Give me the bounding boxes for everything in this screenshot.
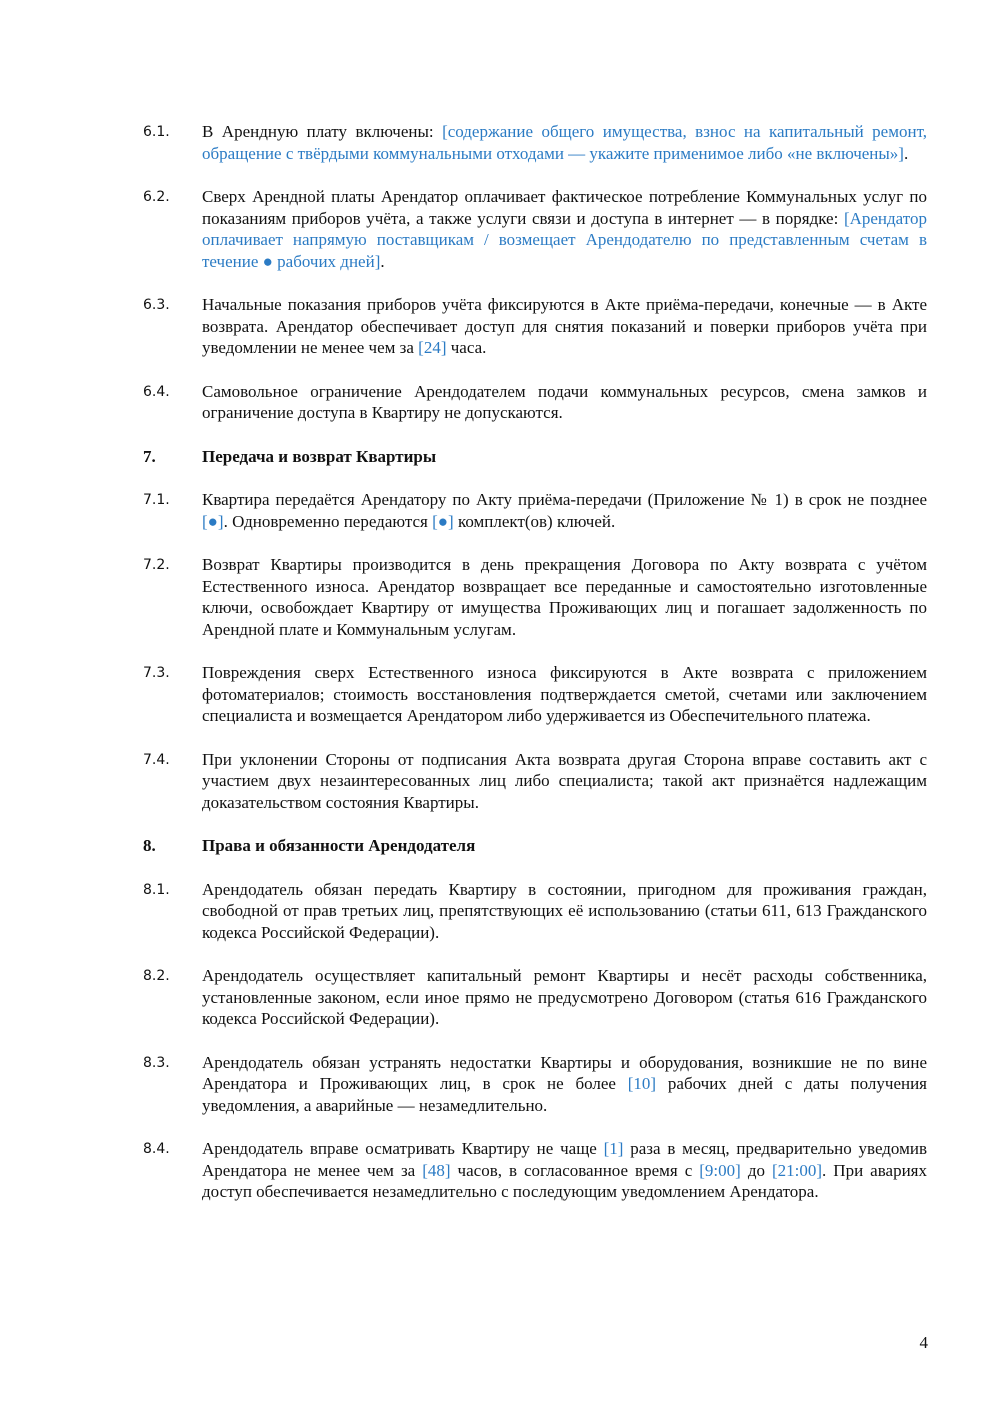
clause-number: 7.2. — [143, 557, 170, 573]
clause-text-run: до — [740, 1160, 772, 1180]
clause-text-run: . При авариях доступ обеспечивается незамедлительно с последующим уведомлением Арендатора. — [202, 1160, 927, 1201]
section-title: Передача и возврат Квартиры — [202, 446, 437, 466]
clause-text-run: Арендодатель осуществляет капитальный ремонт Квартиры и несёт расходы собственника, установленные законом, если иное прямо не предусмотрено Договором (статья 616 Гражданского кодекса Российской Федерации). — [202, 966, 927, 1028]
section-number: 8. — [143, 836, 156, 855]
clause — [143, 1138, 927, 1203]
placeholder-text: [1] — [603, 1139, 624, 1158]
section-number: 7. — [143, 446, 156, 466]
clause — [143, 662, 927, 727]
clause-text-run: Квартира передаётся Арендатору по Акту приёма-передачи (Приложение № 1) в срок не позднее — [202, 490, 927, 509]
clause — [143, 489, 927, 532]
clause-text-run: Сверх Арендной платы Арендатор оплачивает фактическое потребление Коммунальных услуг по показаниям приборов учёта, а также услуги связи и доступа в интернет — в порядке: — [202, 187, 927, 228]
clause — [143, 749, 927, 814]
page-number: 4 — [919, 1333, 928, 1352]
placeholder-text: [Арендатор оплачивает напрямую поставщикам / возмещает Арендодателю по представленным счетам в течение ● рабочих дней] — [202, 208, 927, 271]
placeholder-text: [21:00] — [771, 1160, 823, 1180]
document-body — [143, 121, 927, 1225]
clause-number: 8.4. — [143, 1141, 170, 1157]
placeholder-text: [9:00] — [699, 1160, 741, 1180]
clause-text — [202, 1052, 927, 1117]
clause — [143, 554, 927, 640]
clause-text-run: раза в месяц, предварительно уведомив Арендатора не менее чем за — [202, 1139, 927, 1180]
clause-number: 7.4. — [143, 751, 170, 768]
clause-number: 6.4. — [143, 383, 170, 400]
clause-text-run: Возврат Квартиры производится в день прекращения Договора по Акту возврата с учётом Естественного износа. Арендатор возвращает все переданные и самостоятельно изготовленные ключи, освобождает Квартиру от имущества Проживающих лиц и погашает задолженность по Арендной плате и Коммунальным услугам. — [202, 555, 927, 639]
clause-text-run: . Одновременно передаются — [223, 511, 433, 531]
clause-text-run: Самовольное ограничение Арендодателем подачи коммунальных ресурсов, смена замков и ограничение доступа в Квартиру не допускаются. — [202, 381, 927, 422]
clause-text — [202, 121, 927, 164]
clause-number: 8.1. — [143, 881, 170, 898]
clause-text-run: Арендодатель обязан устранять недостатки Квартиры и оборудования, возникшие не по вине Арендатора и Проживающих лиц, в срок не более — [202, 1052, 927, 1093]
clause-text-run: При уклонении Стороны от подписания Акта возврата другая Сторона вправе составить акт с участием двух незаинтересованных лиц либо специалиста; такой акт признаётся надлежащим доказательством состояния Квартиры. — [202, 749, 927, 812]
section-heading — [143, 446, 927, 468]
section-title: Права и обязанности Арендодателя — [202, 836, 476, 855]
placeholder-text: [●] — [202, 511, 224, 531]
clause — [143, 879, 927, 944]
clause-text-run: Повреждения сверх Естественного износа фиксируются в Акте возврата с приложением фотоматериалов; стоимость восстановления подтверждается сметой, счетами или заключением специалиста и возмещается Арендатором либо удерживается из Обеспечительного платежа. — [202, 663, 927, 725]
clause-number: 8.2. — [143, 968, 170, 984]
clause-text-run: Начальные показания приборов учёта фиксируются в Акте приёма-передачи, конечные — в Акте возврата. Арендатор обеспечивает доступ для снятия показаний и поверки приборов учёта при уведомлении не менее чем за — [202, 295, 927, 357]
placeholder-text: [содержание общего имущества, взнос на капитальный ремонт, обращение с твёрдыми коммунальными отходами — укажите применимое либо «не включены»] — [202, 122, 927, 163]
clause-text — [202, 381, 927, 424]
clause-text-run: Арендодатель вправе осматривать Квартиру не чаще — [202, 1139, 604, 1158]
clause-text — [202, 489, 927, 532]
clause — [143, 1052, 927, 1117]
clause-text — [202, 965, 927, 1030]
clause-text — [202, 662, 927, 727]
clause — [143, 965, 927, 1030]
clause-number: 7.1. — [143, 492, 170, 508]
clause-text — [202, 294, 927, 359]
clause-number: 7.3. — [143, 665, 170, 681]
clause-number: 6.2. — [143, 189, 170, 205]
clause-text-run: рабочих дней с даты получения уведомления, а аварийные — незамедлительно. — [202, 1074, 928, 1115]
clause-text — [202, 749, 927, 814]
clause — [143, 186, 927, 272]
clause — [143, 294, 927, 359]
section-heading — [143, 835, 927, 857]
clause-number: 6.3. — [143, 297, 170, 313]
clause-number: 8.3. — [143, 1054, 170, 1071]
placeholder-text: [48] — [422, 1160, 451, 1180]
clause — [143, 381, 927, 424]
clause-text-run: комплект(ов) ключей. — [453, 511, 616, 531]
clause-text — [202, 879, 927, 944]
clause-text-run: Арендодатель обязан передать Квартиру в состоянии, пригодном для проживания граждан, свободной от прав третьих лиц, препятствующих её использованию (статьи 611, 613 Гражданского кодекса Российской Федерации). — [202, 879, 927, 942]
clause-text — [202, 554, 927, 640]
placeholder-text: [10] — [627, 1074, 657, 1093]
placeholder-text: [●] — [432, 511, 454, 531]
clause-text-run: . — [380, 251, 385, 271]
clause-number: 6.1. — [143, 124, 170, 140]
clause-text-run: часов, в согласованное время с — [450, 1160, 700, 1180]
clause-text — [202, 1138, 927, 1203]
clause — [143, 121, 927, 164]
clause-text — [202, 186, 927, 272]
clause-text-run: . — [903, 143, 909, 163]
clause-text-run: В Арендную плату включены: — [202, 122, 443, 141]
clause-text-run: часа. — [446, 338, 487, 357]
placeholder-text: [24] — [418, 338, 447, 357]
